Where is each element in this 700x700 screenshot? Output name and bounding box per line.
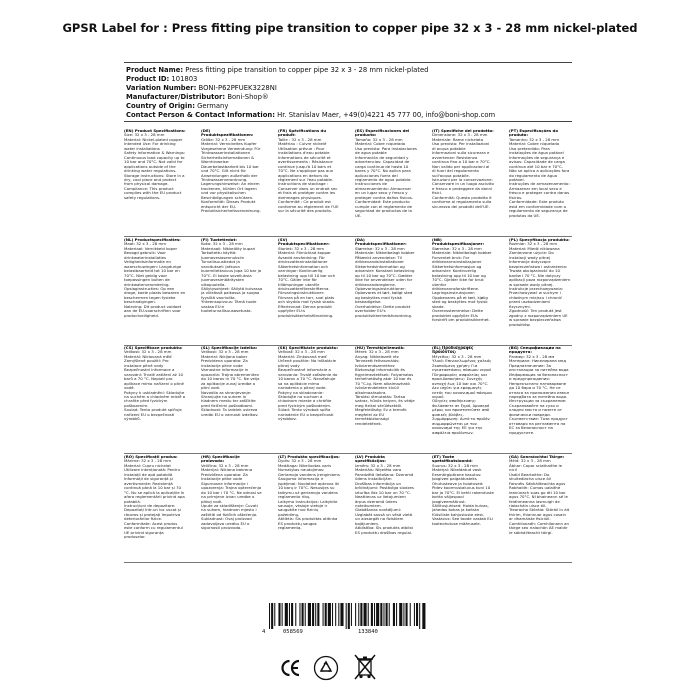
barcode-bar (399, 603, 402, 626)
barcode-bar (335, 603, 336, 626)
spec-body: Größe: 32 x 3 - 28 mm Material: Vernickeltes Kupfer Vorgesehene Verwendung: Für Trinkwasserinstallationen Sicherheitsinformationen & Warnhinweise: Dauerbelastbarkeit bis 10 bar und 70°C. Gilt nicht für Anwendungen außerhalb der Trinkwasserverordnung. Lagerungshinweise: An einem trockenen, kühlen Ort lagern und vor physikalischen Beschädigungen schützen. Konformität: Dieses Produkt entspricht der EU-Produktsicherheitsverordnung. (201, 136, 261, 214)
barcode-bar (389, 603, 390, 626)
meta-label: Product ID: (126, 75, 170, 84)
meta-row (126, 66, 495, 75)
meta-row (126, 93, 495, 102)
spec-body: Размер: 32 x 3 - 28 мм Материал: Никелирана мед Предназначение: За инсталации за питейна вода Информация за безопасност и предупреждения: Непрекъснато натоварване до 10 бара и 70 °C. Не се отнася за приложения извън наредбата за питейна вода. Инструкции за съхранение: Съхранявайте на сухо и хладно място и пазете от физически повреди. Съответствие: Този продукт отговаря на регламента на ЕС за безопасност на продуктите. (509, 353, 570, 435)
spec-block (355, 455, 417, 563)
barcode-bar (299, 603, 300, 626)
spec-heading: (SK) Špecifikácie produktu: (278, 345, 339, 350)
spec-body: Veľkosť: 32 x 3 - 28 mm Materiál: Zinkovaná meď Určené použitie: Na inštalácie pitnej vody Bezpečnostné informácie a varovania: Trvalé zaťaženie do 10 barov a 70 °C. Nevzťahuje sa na aplikácie mimo nariadenia o pitnej vode. Pokyny na skladovanie: Skladujte na suchom a chladnom mieste a chráňte pred fyzickým poškodením. Súlad: Tento výrobok spĺňa nariadenie EÚ o bezpečnosti výrobkov. (278, 349, 338, 422)
spec-heading: (LV) Produkta specifikācijas: (355, 454, 387, 464)
spec-heading: (ES) Especificaciones del producto: (355, 128, 411, 138)
barcode-bar (380, 603, 382, 626)
spec-block (201, 129, 263, 237)
barcode-bar (323, 603, 324, 626)
spec-heading: (PL) Specyfikacja produktu: (509, 237, 570, 242)
spec-block (124, 238, 186, 346)
barcode-bar (351, 603, 352, 626)
spec-heading: (BG) Спецификации на продукта: (509, 345, 563, 355)
spec-body: Tamaño: 32 x 3 - 28 mm Material: Cobre niquelado Uso previsto: Para instalaciones de agua potable Información de seguridad y advertencias: Capacidad de carga continua de hasta 10 bares y 70°C. No aplica para aplicaciones fuera del reglamento de agua potable. Instrucciones de almacenamiento: Almacenar en un lugar seco y fresco y proteger contra daños físicos. Conformidad: Este producto cumple con el reglamento de seguridad de productos de la UE. (355, 136, 417, 218)
spec-body: Méid: 32 x 3 - 28 mm Ábhar: Copar sciathaithe le nicil Úsáid Beartaithe: Do shuiteálacha uisce óil Faisnéis Sábháilteachta agus Rabhaidh: Cumas ualaithe leanúnach suas go dtí 10 bar agus 70°C. Ní bhaineann sé le feidhmeanna lasmuigh de rialacháin uisce óil. Treoracha Stórála: Stóráil in áit thirim, fhionnuar agus cosain ar dhamáiste fisiciúil. Comhlíonadh: Comhlíonann an táirge seo rialachán AE maidir le sábháilteacht táirgí. (509, 458, 570, 535)
barcode-digits-right: 133840 (358, 629, 378, 635)
recycling-icon (313, 655, 339, 681)
meta-row (126, 75, 495, 84)
spec-body: Velikost: 32 x 3 - 28 mm Materiál: Niklovaná měď Zamýšlené použití: Pro instalace pitné vody Bezpečnostní informace a varování: Trvalé zatížení až 10 barů a 70 °C. Neplatí pro aplikace mimo nařízení o pitné vodě. Pokyny k uskladnění: Skladujte na suchém a chladném místě a chraňte před fyzickým poškozením. Soulad: Tento produkt splňuje nařízení EU o bezpečnosti výrobků. (124, 349, 186, 422)
divider (124, 62, 572, 63)
barcode-bar (308, 603, 311, 626)
meta-row (126, 102, 495, 111)
spec-block (432, 346, 494, 454)
barcode-bar (274, 603, 275, 626)
ce-mark-icon (280, 657, 302, 679)
spec-body: Maat: 32 x 3 - 28 mm Materiaal: Vernikkeld koper Beoogd gebruik: Voor drinkwaterinstallaties Veiligheidsinformatie en waarschuwingen: Langdurige belastbaarheid tot 10 bar en 70°C. Niet geldig voor toepassingen buiten de drinkwaterverordening. Opslaginstructies: Op een droge, koele plaats bewaren en beschermen tegen fysieke beschadigingen. Naleving: Dit product voldoet aan de EU-voorschriften voor productveiligheid. (124, 241, 186, 318)
spec-block (509, 129, 571, 237)
barcode-bar (302, 603, 304, 626)
spec-block (278, 346, 340, 454)
spec-heading: (DE) Produktspezifikationen: (201, 128, 254, 138)
barcode-bar (419, 603, 420, 629)
spec-body: Mărime: 32 x 3 - 28 mm Material: Cupru nichelat Utilizare intenționată: Pentru instalații de apă potabilă Informații de siguranță și avertismente: Rezistență continuă până la 10 bar și 70 °C. Nu se aplică la aplicațiile în afara reglementării privind apa potabilă. Instrucțiuni de depozitare: Depozitați într-un loc uscat și răcoros și protejați împotriva deteriorărilor fizice. Conformitate: Acest produs este conform cu regulamentul UE privind siguranța produselor. (124, 458, 185, 540)
spec-body: Izmērs: 32 x 3 - 28 mm Materiāls: Niķelēta vara Paredzētā lietošana: Dzeramā ūdens instalācijām Drošības informācija un brīdinājumi: Pastāvīga slodzes izturība līdz 10 bar un 70 °C. Neattiecas uz lietojumiem ārpus dzeramā ūdens noteikumiem. Glabāšanas norādījumi: Uzglabāt sausā un vēsā vietā un aizsargāt no fiziskiem bojājumiem. Atbilstība: Šis produkts atbilst ES produktu drošības regulai. (355, 462, 414, 535)
barcode-bar (396, 603, 397, 626)
barcode-bar (364, 603, 367, 626)
meta-label: Product Name: (126, 66, 184, 74)
barcode-bar (406, 603, 408, 626)
spec-body: Μέγεθος: 32 x 3 - 28 mm Υλικό: Επινικελωμένος χαλκός Σκοπούμενη χρήση: Για εγκαταστάσεις πόσιμου νερού Πληροφορίες ασφαλείας και προειδοποιήσεις: Συνεχής αντοχή έως 10 bar και 70°C. Δεν ισχύει για εφαρμογές εκτός του κανονισμού πόσιμου νερού. Οδηγίες αποθήκευσης: Φυλάσσετε σε ξηρό, δροσερό μέρος και προστατεύστε από φυσικές βλάβες. Συμμόρφωση: Αυτό το προϊόν συμμορφώνεται με τον κανονισμό της ΕΕ για την ασφάλεια προϊόντων. (432, 353, 493, 435)
spec-block (278, 129, 340, 237)
meta-value: Boni-Shop® (227, 93, 269, 102)
barcode-bar (278, 603, 280, 626)
barcode-bar (346, 603, 347, 629)
spec-body: Storlek: 32 x 3 - 28 mm Material: Förnicklad koppar Avsedd användning: För dricksvatteninstallationer Säkerhetsinformation och varningar: Kontinuerlig belastning upp till 10 bar och 70°C. Gäller inte för tillämpningar utanför dricksvattenföreskrifterna. Förvaringsinstruktioner: Förvara på en torr, sval plats och skydda mot fysisk skada. Efterlevnad: Denna produkt uppfyller EU:s produktsäkerhetsförordning. (278, 245, 336, 318)
spec-body: Size: 32 x 3 - 28 mm Material: Nickel-plated copper Intended Use: For drinking water installations Safety Information & Warnings: Continuous load capacity up to 10 bar and 70°C. Not valid for applications outside of the drinking water regulations. Storage Instructions: Store in a dry, cool place and protect from physical damage. Compliance: This product complies with the EU product safety regulations. (124, 132, 186, 200)
spec-heading: (SL) Specifikacije izdelka: (201, 345, 258, 350)
meta-row (126, 111, 495, 120)
spec-heading: (DA) Produktspecifikationer: (355, 237, 407, 247)
spec-heading: (IT) Specifiche del prodotto: (432, 128, 494, 133)
spec-body: Størrelse: 32 x 3 - 28 mm Materiale: Nikkelbelagt kobber Påtænkt anvendelse: Til drikkevandsinstallationer Sikkerhedsinformation og advarsler: Konstant belastning op til 10 bar og 70°C. Gælder ikke for anvendelser uden for drikkevandsreglerne. Opbevaringsinstruktioner: Opbevares et tørt, køligt sted og beskyttes mod fysisk beskadigelse. Overholdelse: Dette produkt overholder EU's produktsikkerhedsforordning. (355, 245, 415, 318)
spec-heading: (ET) Toote spetsifikatsioonid: (432, 454, 473, 464)
row-divider (124, 453, 572, 454)
barcode-bar (285, 603, 288, 626)
spec-body: Størrelse: 32 x 3 - 28 mm Materiale: Nikkelbelagt kobber Forventet bruk: For drikkevannsinstallasjoner Sikkerhetsinformasjon og advarsler: Kontinuerlig belastning opp til 10 bar og 70°C. Gjelder ikke for bruk utenfor drikkevannsforskriftene. Lagringsinstruksjoner: Oppbevares på et tørt, kjølig sted og beskyttes mot fysisk skade. Overensstemmelse: Dette produktet oppfyller EUs forskrift om produktsikkerhet. (432, 245, 492, 323)
barcode-bar (358, 603, 359, 626)
barcode-bar (271, 603, 273, 629)
spec-block (432, 129, 494, 237)
barcode-bar (340, 603, 343, 626)
meta-label: Country of Origin: (126, 102, 195, 111)
barcode-bar (295, 603, 296, 626)
barcode-bar (289, 603, 290, 626)
spec-heading: (HU) Termékjellemzők: (355, 345, 405, 350)
meta-value: Germany (197, 102, 229, 111)
spec-heading: (NL) Productspecificaties: (124, 237, 181, 242)
spec-block (509, 346, 571, 454)
spec-body: Velikost: 32 x 3 - 28 mm Material: Nikljana baker Predvidena uporaba: Za instalacije pitne vode Varnostne informacije in opozorila: Trajna obremenitev do 10 barov in 70 °C. Ne velja za aplikacije zunaj uredbe o pitni vodi. Navodila za shranjevanje: Shranjujte na suhem in hladnem mestu ter zaščitite pred fizičnimi poškodbami. Skladnost: Ta izdelek ustreza uredbi EU o varnosti izdelkov. (201, 349, 260, 417)
barcode-bar (393, 603, 395, 626)
spec-body: Veličina: 32 x 3 - 28 mm Materijal: Niklana bakrena Predviđena uporaba: Za instalacije pitke vode Sigurnosne informacije i upozorenja: Trajna opterećenja do 10 bar i 70 °C. Ne odnosi se na primjene izvan uredbe o pitkoj vodi. Upute za skladištenje: Čuvati na suhom, hladnom mjestu i zaštititi od fizičkih oštećenja. Sukladnost: Ovaj proizvod zadovoljava uredbu EU o sigurnosti proizvoda. (201, 462, 262, 531)
meta-label: Manufacturer/Distributor: (126, 93, 226, 102)
barcode (269, 603, 424, 629)
barcode-bar (332, 603, 333, 626)
spec-heading: (CS) Specifikace produktu: (124, 345, 183, 350)
barcode-bar (355, 603, 356, 626)
meta-value: Hr. Stanislav Maer, +49(0)4221 45 777 00, info@boni-shop.com (277, 111, 496, 120)
meta-label: Contact Person & Contact Information: (126, 111, 275, 120)
barcode-bar (383, 603, 384, 626)
barcode-bar (315, 603, 316, 626)
meta-label: Variation Number: (126, 84, 197, 93)
spec-block (432, 455, 494, 563)
spec-body: Rozmiar: 32 x 3 - 28 mm Materiał: Miedź niklowana Zamierzone użycie: Do instalacji wody pitnej Informacje dotyczące bezpieczeństwa i ostrzeżenia: Trwała obciążalność do 10 barów i 70 °C. Nie dotyczy aplikacji poza rozporządzeniem w sprawie wody pitnej. Instrukcje przechowywania: Przechowywać w suchym i chłodnym miejscu i chronić przed uszkodzeniami fizycznymi. Zgodność: Ten produkt jest zgodny z rozporządzeniem UE w sprawie bezpieczeństwa produktów. (509, 241, 571, 327)
spec-heading: (HR) Specifikacije proizvoda: (201, 454, 242, 464)
spec-heading: (GA) Sonraíochtaí Táirge: (509, 454, 565, 459)
spec-block (278, 455, 340, 563)
crossed-out-wheelie-bin-icon (352, 652, 378, 682)
barcode-bar (422, 603, 425, 629)
barcode-bar (328, 603, 331, 626)
barcode-bar (305, 603, 306, 626)
barcode-bar (348, 603, 350, 629)
spec-block (124, 455, 186, 563)
spec-block (355, 238, 417, 346)
barcode-digit-left: 4 (262, 629, 266, 635)
row-divider (124, 236, 572, 237)
spec-block (201, 238, 263, 346)
barcode-bar (371, 603, 373, 626)
spec-body: Koko: 32 x 3 - 28 mm Materiaali: Nikkelöity kupari Tarkoitettu käyttö: Juomavesiasennuksiin Turvallisuustiedot ja varoitukset: Jatkuva kuormitettavuus jopa 10 bar ja 70°C. Ei koske sovelluksia juomavesimääräysten ulkopuolella. Säilytysohjeet: Säilytä kuivassa ja viileässä paikassa ja suojaa fyysiltä vaurioilta. Yhteensopivuus: Tämä tuote vastaa EU:n tuoteturvallisuusasetusta. (201, 241, 263, 314)
spec-block (355, 129, 417, 237)
meta-value: Press fitting pipe transition to copper pipe 32 x 3 - 28 mm nickel-plated (185, 66, 429, 74)
spec-body: Dimensione: 32 x 3 - 28 mm Materiale: Rame nichelato Uso previsto: Per installazioni di acqua potabile Informazioni sulla sicurezza e avvertenze: Resistenza continua fino a 10 bar e 70°C. Non valido per applicazioni al di fuori del regolamento sull'acqua potabile. Istruzioni per la conservazione: Conservare in un luogo asciutto e fresco e proteggere da danni fisici. Conformità: Questo prodotto è conforme al regolamento sulla sicurezza dei prodotti dell'UE. (432, 132, 494, 209)
barcode-bar (416, 603, 418, 626)
spec-heading: (NB) Produktspesifikasjoner: (432, 237, 485, 247)
barcode-bar (410, 603, 411, 626)
barcode-bar (282, 603, 283, 626)
spec-heading: (RO) Specificații produs: (124, 454, 178, 459)
spec-block (432, 238, 494, 346)
spec-block (278, 238, 340, 346)
spec-block (509, 455, 571, 563)
barcode-bar (291, 603, 293, 626)
spec-block (124, 346, 186, 454)
spec-body: Suurus: 32 x 3 - 28 mm Materjal: Nikeldatud vask Eesmärgipärane kasutus: Joogivee paigaldusteks Ohutusteave ja hoiatused: Pidev koormustaluvus kuni 10 bar ja 70°C. Ei kehti rakenduste kohta väljaspool joogiveemäärust. Säilitusjuhised: Hoida kuivas, jahedas kohas ja kaitsta füüsiliste kahjustuste eest. Vastavus: See toode vastab ELi tooteohutuse määrusele. (432, 462, 494, 526)
spec-heading: (EN) Product Specifications: (124, 128, 186, 133)
barcode-bar (403, 603, 404, 626)
spec-heading: (LT) Produkto specifikacijos: (278, 454, 340, 459)
spec-heading: (FR) Spécifications du produit: (278, 128, 328, 138)
spec-body: Tamanho: 32 x 3 - 28 mm Material: Cobre niquelado Uso pretendido: Para instalações de água potável Informações de segurança e avisos: Capacidade de carga contínua até 10 bar e 70°C. Não se aplica a aplicações fora do regulamento de água potável. Instruções de armazenamento: Armazenar em local seco e fresco e proteger contra danos físicos. Conformidade: Este produto está em conformidade com o regulamento de segurança de produtos da UE. (509, 136, 570, 218)
meta-row (126, 84, 495, 93)
spec-heading: (EL) Προδιαγραφές προϊόντος: (432, 345, 475, 355)
barcode-bar (317, 603, 319, 626)
barcode-bar (368, 603, 369, 626)
row-divider (124, 562, 572, 563)
spec-heading: (PT) Especificações do produto: (509, 128, 560, 138)
meta-value: BONI-P62PFUEK3228NI (198, 84, 277, 93)
barcode-bar (338, 603, 339, 626)
spec-block (201, 455, 263, 563)
barcode-bar (386, 603, 388, 626)
barcode-bar (325, 603, 327, 626)
barcode-bar (269, 603, 270, 629)
spec-body: Méret: 32 x 3 - 28 mm Anyag: Nikkelezett réz Tervezett felhasználás: Ivóvízrendszerekhez Biztonsági információk és figyelmeztetések: Folyamatos terhelhetőség akár 10 bar és 70 °C-ig. Nem alkalmazható ivóvízrendeleten kívüli alkalmazásokra. Tárolási útmutatás: Tartsa száraz, hűvös helyen, és védje meg fizikai sérülésektől. Megfelelőség: Ez a termék megfelel az EU termékbiztonsági rendeletének. (355, 349, 415, 426)
spec-block (201, 346, 263, 454)
spec-block (124, 129, 186, 237)
barcode-bar (374, 603, 375, 626)
spec-block (355, 346, 417, 454)
barcode-bar (376, 603, 379, 626)
spec-body: Taille : 32 x 3 - 28 mm Matériau : Cuivre nickelé Utilisation prévue : Pour installations d'eau potable Informations de sécurité et avertissements : Résistance continue jusqu'à 10 bars et 70°C. Ne s'applique pas aux applications en dehors du règlement sur l'eau potable. Instructions de stockage : Conserver dans un endroit sec et frais et protéger contre les dommages physiques. Conformité : Ce produit est conforme au règlement de l'UE sur la sécurité des produits. (278, 136, 339, 214)
divider (124, 121, 572, 122)
spec-heading: (SV) Produktspecifikationer: (278, 237, 330, 247)
row-divider (124, 345, 572, 346)
barcode-digits-middle: 058569 (283, 629, 303, 635)
barcode-bar (312, 603, 314, 626)
spec-body: Dydis: 32 x 3 - 28 mm Medžiaga: Nikeliuotas varis Numatytas naudojimas: Geriamojo vandens įrenginiams Saugumo informacija ir įspėjimai: Nuolatinė apkrova iki 10 barų ir 70°C. Nesusijęs su taikymu už geriamojo vandens reglamento ribų. Laikymo instrukcijos: Laikykite sausoje, vėsioje vietoje ir saugokite nuo fizinių pažeidimų. Atitiktis: Šis produktas atitinka ES produktų saugos reglamentą. (278, 458, 340, 531)
label-title: GPSR Label for : Press fitting pipe transition to copper pipe 32 x 3 - 28 mm nickel-plated (62, 21, 638, 35)
meta-value: 101803 (171, 75, 198, 84)
product-meta (126, 66, 495, 121)
barcode-bar (360, 603, 362, 626)
barcode-bar (414, 603, 415, 626)
spec-block (509, 238, 571, 346)
spec-heading: (FI) Tuotetiedot: (201, 237, 237, 242)
